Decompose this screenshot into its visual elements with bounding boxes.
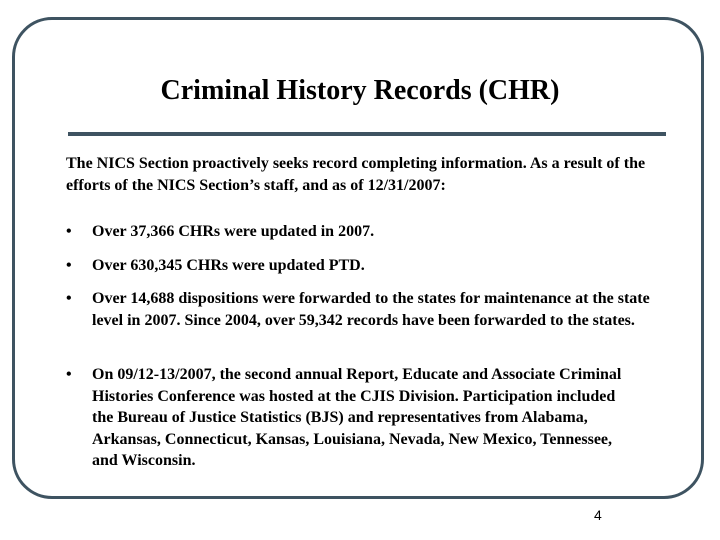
title-divider — [68, 132, 666, 136]
bullet-marker: • — [66, 223, 72, 240]
page-number: 4 — [594, 507, 602, 523]
bullet-item — [66, 288, 656, 331]
bullet-text: Over 14,688 dispositions were forwarded to the states for maintenance at the state level in 2007. Since 2004, over 59,342 records have been forwarded to the states. — [92, 290, 650, 329]
bullet-text: Over 630,345 CHRs were updated PTD. — [92, 257, 365, 274]
bullet-marker: • — [66, 290, 72, 307]
bullet-marker: • — [66, 257, 72, 274]
intro-paragraph: The NICS Section proactively seeks record completing information. As a result of the efforts of the NICS Section’s staff, and as of 12/31/2007: — [66, 155, 646, 194]
bullet-marker: • — [66, 366, 72, 383]
slide-title: Criminal History Records (CHR) — [160, 75, 560, 106]
bullet-item — [66, 255, 666, 277]
bullet-text: Over 37,366 CHRs were updated in 2007. — [92, 223, 375, 240]
bullet-item — [66, 221, 666, 243]
bullet-item — [66, 364, 636, 472]
bullet-text: On 09/12-13/2007, the second annual Report, Educate and Associate Criminal Histories Conference was hosted at the CJIS Division. Participation included the Bureau of Justice Statistics (BJS) and representatives from Alabama, Arkansas, Connecticut, Kansas, Louisiana, Nevada, New Mexico, Tennessee, and Wisconsin. — [92, 366, 622, 469]
